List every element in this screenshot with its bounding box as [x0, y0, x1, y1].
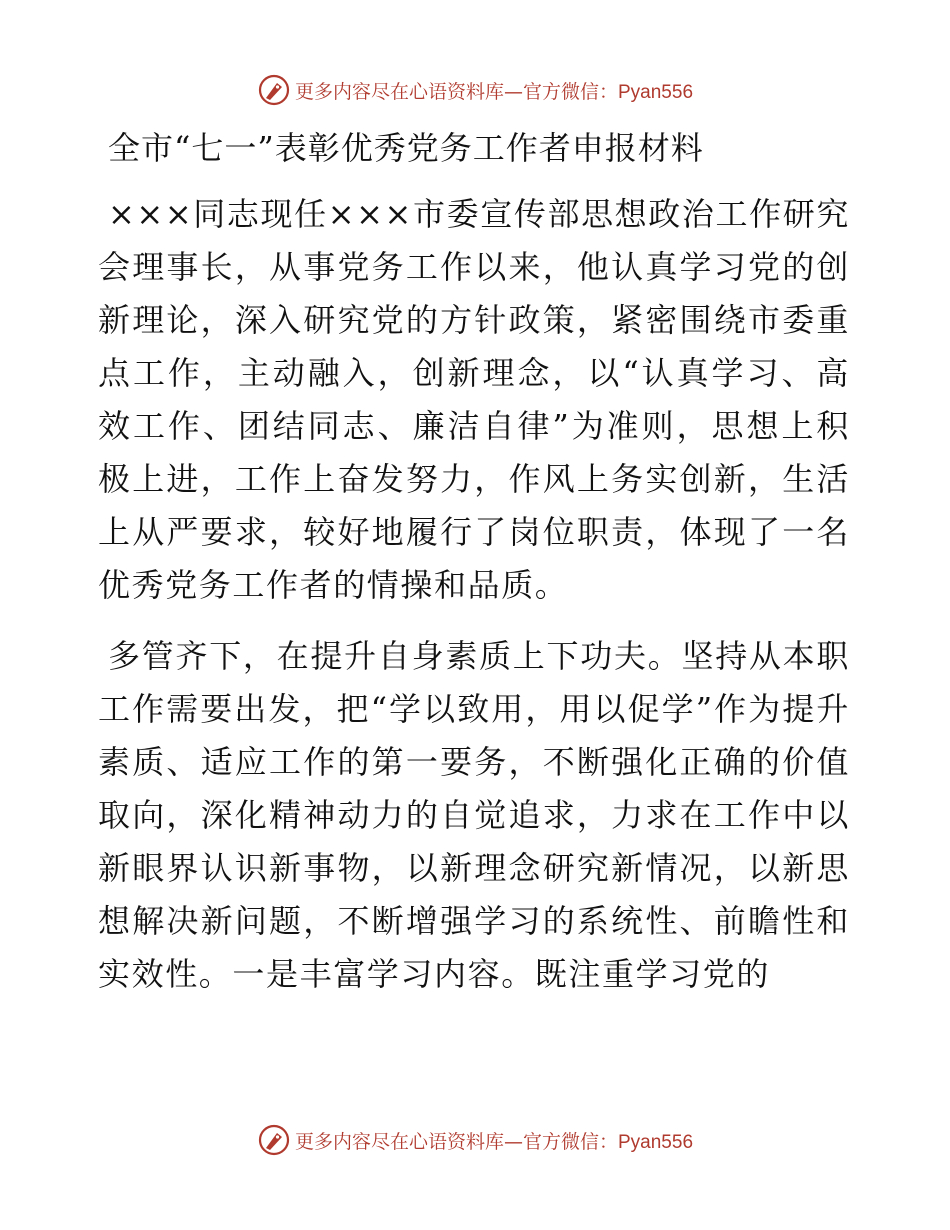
wechat-id: Pyan556	[618, 1131, 694, 1153]
wechat-id: Pyan556	[618, 81, 694, 103]
banner-text	[295, 1127, 693, 1154]
document-body	[98, 122, 850, 1001]
pen-nib-logo-icon	[257, 1123, 291, 1157]
banner-label: 更多内容尽在心语资料库—官方微信：	[294, 80, 618, 103]
pen-nib-logo-icon	[257, 73, 291, 107]
header-banner	[0, 70, 950, 110]
paragraph-1: ×××同志现任×××市委宣传部思想政治工作研究会理事长，从事党务工作以来，他认真学习党的创新理论，深入研究党的方针政策，紧密围绕市委重点工作，主动融入，创新理念，以“认真学习、高效工作、团结同志、廉洁自律”为准则，思想上积极上进，工作上奋发努力，作风上务实创新，生活上从严要求，较好地履行了岗位职责，体现了一名优秀党务工作者的情操和品质。	[98, 195, 850, 604]
paragraph-2: 多管齐下，在提升自身素质上下功夫。坚持从本职工作需要出发，把“学以致用，用以促学”作为提升素质、适应工作的第一要务，不断强化正确的价值取向，深化精神动力的自觉追求，力求在工作中以新眼界认识新事物，以新理念研究新情况，以新思想解决新问题，不断增强学习的系统性、前瞻性和实效性。一是丰富学习内容。既注重学习党的	[98, 637, 850, 993]
banner-text	[295, 77, 693, 104]
banner-label: 更多内容尽在心语资料库—官方微信：	[294, 1130, 618, 1153]
document-title: 全市“七一”表彰优秀党务工作者申报材料	[108, 129, 704, 167]
footer-banner	[0, 1120, 950, 1160]
